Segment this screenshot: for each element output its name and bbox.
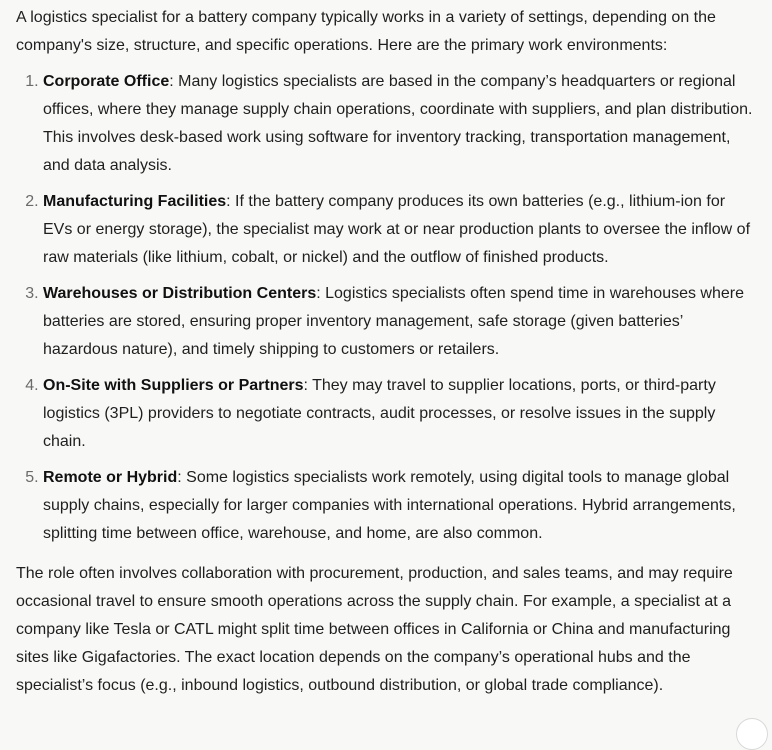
list-item-description: : Logistics specialists often spend time in warehouses where batteries are stored, ensuring proper inventory management, safe storage (given batteries’ hazardous nature), and timely shipping to customers or retailers. bbox=[43, 285, 745, 358]
response-text bbox=[16, 4, 756, 700]
list-item bbox=[43, 464, 756, 548]
closing-paragraph: The role often involves collaboration with procurement, production, and sales teams, and may require occasional travel to ensure smooth operations across the supply chain. For example, a specialist at a company like Tesla or CATL might split time between offices in California or China and manufacturing sites like Gigafactories. The exact location depends on the company’s operational hubs and the specialist’s focus (e.g., inbound logistics, outbound distribution, or global trade compliance). bbox=[16, 565, 733, 694]
list-item-term: On-Site with Suppliers or Partners bbox=[43, 377, 304, 394]
list-item-term: Warehouses or Distribution Centers bbox=[43, 285, 317, 302]
list-item-term: Remote or Hybrid bbox=[43, 469, 178, 486]
list-item bbox=[43, 68, 756, 180]
list-item bbox=[43, 280, 756, 364]
work-environments-list bbox=[16, 68, 756, 548]
list-item-description: : If the battery company produces its own batteries (e.g., lithium-ion for EVs or energy storage), the specialist may work at or near production plants to oversee the inflow of raw materials (like lithium, cobalt, or nickel) and the outflow of finished products. bbox=[43, 193, 751, 266]
list-item-term: Corporate Office bbox=[43, 73, 170, 90]
list-item-description: : Many logistics specialists are based in the company’s headquarters or regional offices, where they manage supply chain operations, coordinate with suppliers, and plan distribution. This involves desk-based work using software for inventory tracking, transportation management, and data analysis. bbox=[43, 73, 753, 174]
list-item-description: : They may travel to supplier locations, ports, or third-party logistics (3PL) providers to negotiate contracts, audit processes, or resolve issues in the supply chain. bbox=[43, 377, 716, 450]
list-item bbox=[43, 188, 756, 272]
list-item-description: : Some logistics specialists work remotely, using digital tools to manage global supply chains, especially for larger companies with international operations. Hybrid arrangements, splitting time between office, warehouse, and home, are also common. bbox=[43, 469, 736, 542]
list-item-term: Manufacturing Facilities bbox=[43, 193, 227, 210]
intro-paragraph: A logistics specialist for a battery company typically works in a variety of settings, depending on the company's size, structure, and specific operations. Here are the primary work environments: bbox=[16, 9, 716, 54]
scroll-down-button[interactable] bbox=[736, 718, 768, 750]
list-item bbox=[43, 372, 756, 456]
